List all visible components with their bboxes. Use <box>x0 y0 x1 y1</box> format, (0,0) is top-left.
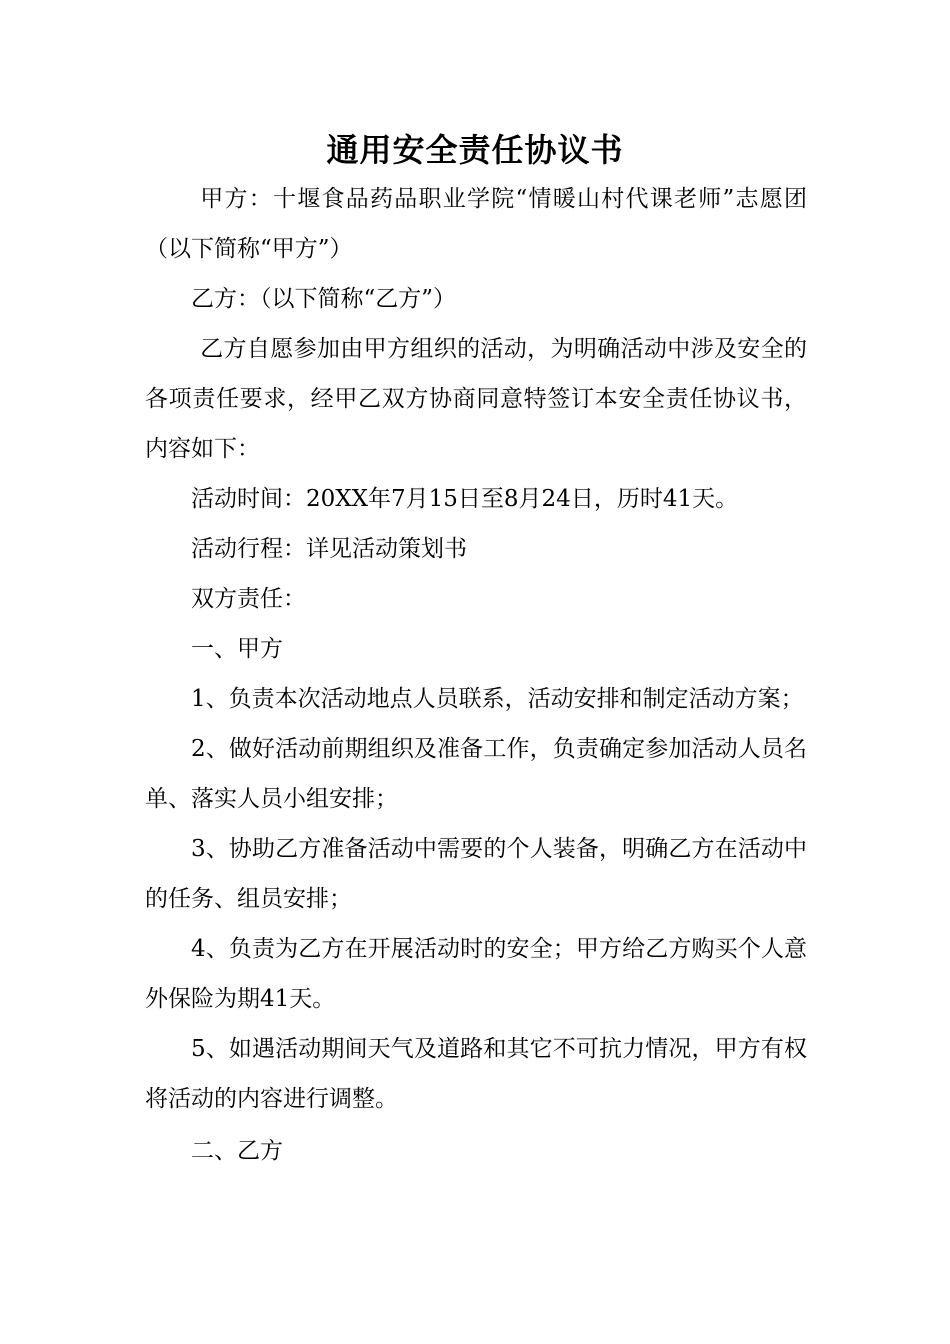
paragraph-item-5: 5、如遇活动期间天气及道路和其它不可抗力情况，甲方有权将活动的内容进行调整。 <box>145 1036 807 1112</box>
paragraph-item-4: 4、负责为乙方在开展活动时的安全；甲方给乙方购买个人意外保险为期41天。 <box>145 936 807 1012</box>
paragraph-activity-time: 活动时间：20XX年7月15日至8月24日，历时41天。 <box>191 486 739 512</box>
paragraph-activity-itinerary: 活动行程：详见活动策划书 <box>191 536 467 562</box>
paragraph-section-party-b: 二、乙方 <box>191 1138 283 1164</box>
paragraph-item-2: 2、做好活动前期组织及准备工作，负责确定参加活动人员名单、落实人员小组安排； <box>145 736 807 812</box>
paragraph-item-1: 1、负责本次活动地点人员联系，活动安排和制定活动方案； <box>191 686 804 712</box>
paragraph-item-3: 3、协助乙方准备活动中需要的个人装备，明确乙方在活动中的任务、组员安排； <box>145 836 807 912</box>
paragraph-section-party-a: 一、甲方 <box>191 636 283 662</box>
paragraph-party-b: 乙方：（以下简称“乙方”） <box>191 286 457 312</box>
paragraph-party-a: 甲方：十堰食品药品职业学院“情暖山村代课老师”志愿团（以下简称“甲方”） <box>145 186 807 262</box>
paragraph-intro: 乙方自愿参加由甲方组织的活动，为明确活动中涉及安全的各项责任要求，经甲乙双方协商同意特签订本安全责任协议书，内容如下： <box>145 336 807 462</box>
document-title: 通用安全责任协议书 <box>326 131 624 169</box>
document-body <box>145 174 807 1176</box>
paragraph-responsibilities-heading: 双方责任： <box>191 586 306 612</box>
